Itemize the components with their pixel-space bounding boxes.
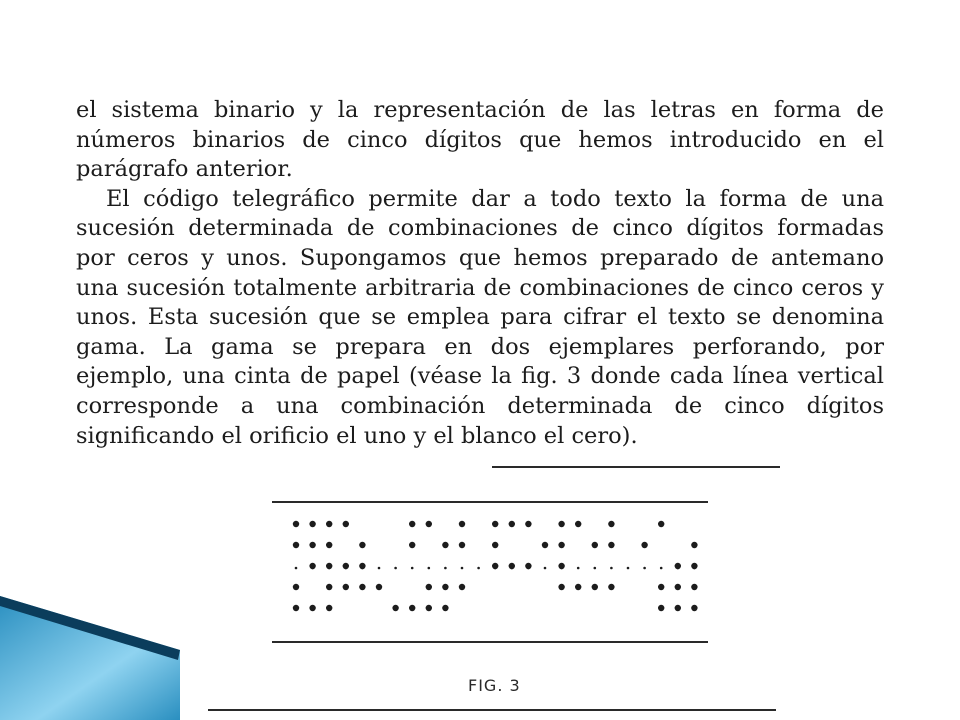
tape-hole <box>442 542 448 548</box>
scanned-text-block <box>76 96 884 451</box>
figure-caption: FIG. 3 <box>468 676 521 695</box>
tape-hole <box>459 542 465 548</box>
tape-hole <box>409 605 415 611</box>
tape-feed-hole <box>361 567 364 570</box>
text-paragraph-1: el sistema binario y la representación de las letras en forma de números binarios de cinco dígitos que hemos introducido en el parágrafo anterior. <box>76 97 884 183</box>
tape-hole <box>326 605 332 611</box>
tape-feed-hole <box>378 567 381 570</box>
tape-hole <box>326 521 332 527</box>
tape-feed-hole <box>693 567 696 570</box>
tape-feed-hole <box>311 567 314 570</box>
tape-hole <box>575 584 581 590</box>
tape-hole <box>525 521 531 527</box>
decorative-corner-shape <box>0 560 240 720</box>
tape-hole <box>293 584 299 590</box>
tape-feed-hole <box>643 567 646 570</box>
tape-hole <box>542 542 548 548</box>
bottom-rule <box>208 709 776 711</box>
tape-feed-hole <box>610 567 613 570</box>
tape-feed-hole <box>544 567 547 570</box>
tape-hole <box>426 605 432 611</box>
tape-hole <box>459 584 465 590</box>
corner-ribbon-graphic <box>0 560 240 720</box>
tape-hole <box>459 521 465 527</box>
paragraph-end-rule <box>492 466 780 468</box>
tape-hole <box>675 605 681 611</box>
tape-feed-hole <box>527 567 530 570</box>
tape-feed-hole <box>428 567 431 570</box>
tape-hole <box>691 605 697 611</box>
tape-hole <box>326 542 332 548</box>
tape-hole <box>492 542 498 548</box>
tape-hole <box>575 521 581 527</box>
tape-hole <box>343 584 349 590</box>
tape-hole <box>409 542 415 548</box>
tape-hole <box>509 521 515 527</box>
tape-hole <box>691 542 697 548</box>
ribbon-body <box>0 596 180 720</box>
tape-hole <box>309 542 315 548</box>
tape-feed-hole <box>677 567 680 570</box>
tape-feed-hole <box>660 567 663 570</box>
tape-feed-hole <box>328 567 331 570</box>
tape-hole <box>608 521 614 527</box>
tape-hole <box>409 521 415 527</box>
tape-hole <box>293 542 299 548</box>
tape-hole <box>558 584 564 590</box>
tape-hole <box>592 584 598 590</box>
tape-hole <box>442 605 448 611</box>
tape-feed-hole <box>627 567 630 570</box>
tape-hole <box>442 584 448 590</box>
tape-feed-hole <box>461 567 464 570</box>
punched-tape-svg <box>272 500 712 644</box>
tape-hole <box>658 584 664 590</box>
tape-hole <box>343 521 349 527</box>
tape-hole <box>558 542 564 548</box>
tape-hole <box>426 584 432 590</box>
tape-feed-hole <box>560 567 563 570</box>
tape-hole <box>309 521 315 527</box>
tape-feed-hole <box>577 567 580 570</box>
punched-tape-figure <box>272 500 712 644</box>
tape-hole <box>675 584 681 590</box>
tape-hole <box>426 521 432 527</box>
tape-hole <box>392 605 398 611</box>
tape-hole <box>691 584 697 590</box>
tape-hole <box>376 584 382 590</box>
text-paragraph-2: El código telegráfico permite dar a todo texto la forma de una sucesión determinada de combinaciones de cinco dígitos formadas por ceros y unos. Supongamos que hemos preparado de antemano una sucesión totalmente arbitraria de combinaciones de cinco ceros y unos. Esta sucesión que se emplea para cifrar el texto se denomina gama. La gama se prepara en dos ejemplares perforando, por ejemplo, una cinta de papel (véase la fig. 3 donde cada línea vertical corresponde a una combinación determinada de cinco dígitos significando el orificio el uno y el blanco el cero). <box>76 185 884 449</box>
tape-hole <box>658 605 664 611</box>
tape-feed-hole <box>411 567 414 570</box>
tape-hole <box>592 542 598 548</box>
tape-feed-hole <box>394 567 397 570</box>
tape-feed-hole <box>444 567 447 570</box>
tape-hole <box>558 521 564 527</box>
tape-hole <box>641 542 647 548</box>
tape-hole <box>359 542 365 548</box>
tape-hole <box>326 584 332 590</box>
tape-feed-hole <box>295 567 298 570</box>
tape-hole <box>608 542 614 548</box>
tape-hole <box>658 521 664 527</box>
tape-hole <box>359 584 365 590</box>
tape-hole <box>492 521 498 527</box>
tape-hole <box>293 605 299 611</box>
tape-feed-hole <box>511 567 514 570</box>
tape-feed-hole <box>594 567 597 570</box>
tape-hole <box>608 584 614 590</box>
tape-feed-hole <box>345 567 348 570</box>
tape-feed-hole <box>494 567 497 570</box>
tape-hole <box>309 605 315 611</box>
tape-feed-hole <box>477 567 480 570</box>
tape-hole <box>293 521 299 527</box>
